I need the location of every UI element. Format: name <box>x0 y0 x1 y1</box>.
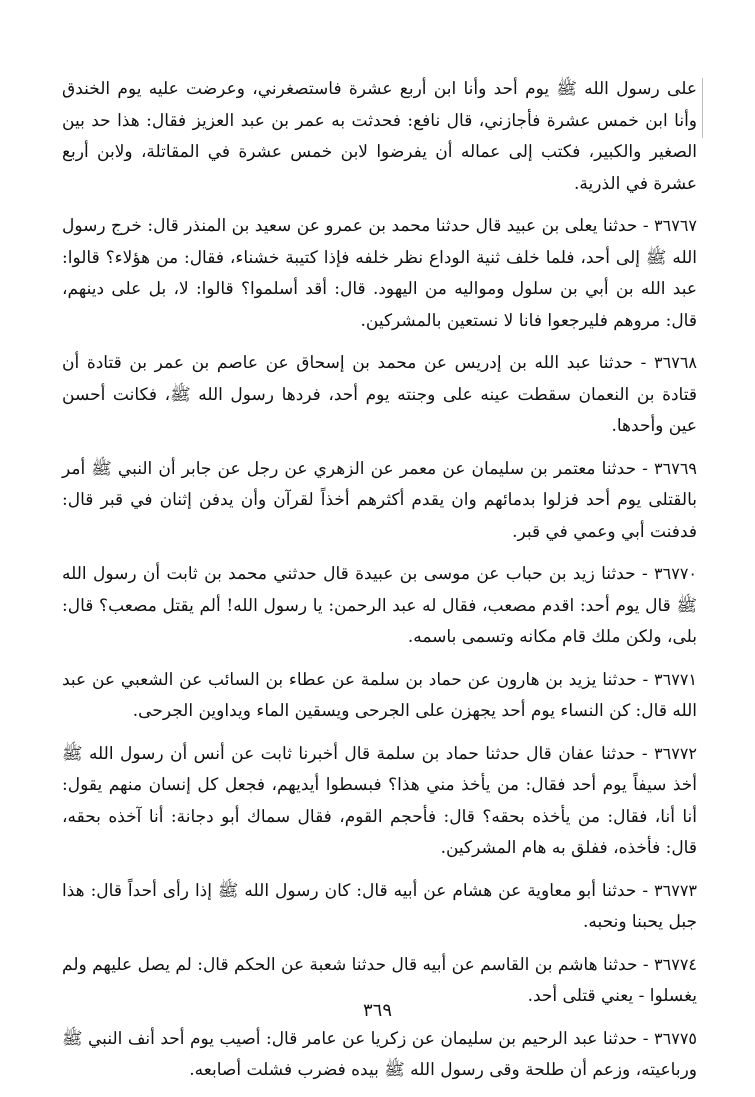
hadith-36770 <box>62 558 697 654</box>
hadith-number: ٣٦٧٧١ <box>654 669 698 689</box>
hadith-number: ٣٦٧٦٧ <box>654 216 698 235</box>
paragraph-text: - حدثنا عفان قال حدثنا حماد بن سلمة قال أخبرنا ثابت عن أنس أن رسول الله ﷺ أخذ سيفاً يوم أحد فقال: من يأخذ مني هذا؟ فبسطوا أيديهم، فجعل كل إنسان منهم يقول: أنا أنا، فقال: من يأخذه بحقه؟ قال: فأحجم القوم، فقال سماك أبو دجانة: أنا آخذه بحقه، قال: فأخذه، ففلق به هام المشركين. <box>62 743 697 858</box>
paragraph-text: - حدثنا يزيد بن هارون عن حماد بن سلمة عن عطاء بن السائب عن الشعبي عن عبد الله قال: كن النساء يوم أحد يجهزن على الجرحى ويسقين الماء ويداوين الجرحى. <box>62 669 697 721</box>
hadith-number: ٣٦٧٧٠ <box>654 564 697 583</box>
hadith-36773 <box>62 875 697 939</box>
hadith-36769 <box>62 453 697 549</box>
hadith-number: ٣٦٧٦٩ <box>654 458 697 478</box>
hadith-36772 <box>62 738 697 865</box>
hadith-number: ٣٦٧٧٢ <box>654 743 697 763</box>
hadith-36767 <box>62 210 697 337</box>
margin-mark <box>702 78 703 138</box>
hadith-36775 <box>62 1023 697 1087</box>
paragraph-text: - حدثنا يعلى بن عبيد قال حدثنا محمد بن عمرو عن سعيد بن المنذر قال: خرج رسول الله ﷺ إلى أحد، فلما خلف ثنية الوداع نظر خلفه فإذا كتيبة خشناء، فقال: من هؤلاء؟ قالوا: عبد الله بن أبي بن سلول ومواليه من اليهود. قال: أقد أسلموا؟ قالوا: لا، بل على دينهم، قال: مروهم فليرجعوا فانا لا نستعين بالمشركين. <box>62 216 697 331</box>
hadith-number: ٣٦٧٦٨ <box>654 353 697 372</box>
paragraph-text: - حدثنا معتمر بن سليمان عن معمر عن الزهري عن رجل عن جابر أن النبي ﷺ أمر بالقتلى يوم أحد فزلوا بدمائهم وان يقدم أكثرهم أخذاً لقرآن وأن يدفن إثنان في قبر قال: فدفنت أبي وعمي في قبر. <box>62 458 697 542</box>
document-body <box>62 74 697 1097</box>
hadith-number: ٣٦٧٧٣ <box>654 880 698 900</box>
paragraph-text: - حدثنا هاشم بن القاسم عن أبيه قال حدثنا شعبة عن الحكم قال: لم يصل عليهم ولم يغسلوا - يعني قتلى أحد. <box>62 954 697 1006</box>
paragraph-text: - حدثنا عبد الرحيم بن سليمان عن زكريا عن عامر قال: أصيب يوم أحد أنف النبي ﷺ ورباعيته، وزعم أن طلحة وقى رسول الله ﷺ بيده فضرب فشلت أصابعه. <box>62 1028 697 1080</box>
paragraph-text: - حدثنا أبو معاوية عن هشام عن أبيه قال: كان رسول الله ﷺ إذا رأى أحداً قال: هذا جبل يحبنا ونحبه. <box>62 880 697 932</box>
paragraph-text: على رسول الله ﷺ يوم أحد وأنا ابن أربع عشرة فاستصغرني، وعرضت عليه يوم الخندق وأنا ابن خمس عشرة فأجازني، قال نافع: فحدثت به عمر بن عبد العزيز فقال: هذا حد بين الصغير والكبير، فكتب إلى عماله أن يفرضوا لابن خمس عشرة في المقاتلة، ولابن أربع عشرة في الذرية. <box>62 79 697 194</box>
hadith-36768 <box>62 347 697 443</box>
hadith-36771 <box>62 664 697 728</box>
paragraph-text: - حدثنا زيد بن حباب عن موسى بن عبيدة قال حدثني محمد بن ثابت أن رسول الله ﷺ قال يوم أحد: اقدم مصعب، فقال له عبد الرحمن: يا رسول الله! ألم يقتل مصعب؟ قال: بلى، ولكن ملك قام مكانه وتسمى باسمه. <box>62 564 697 647</box>
paragraph-text: - حدثنا عبد الله بن إدريس عن محمد بن إسحاق عن عاصم بن عمر بن قتادة أن قتادة بن النعمان سقطت عينه على وجنته يوم أحد، فردها رسول الله ﷺ، فكانت أحسن عين وأحدها. <box>62 353 697 436</box>
paragraph-continuation <box>62 74 697 200</box>
page-number: ٣٦٩ <box>362 1000 392 1021</box>
hadith-number: ٣٦٧٧٤ <box>654 954 698 974</box>
hadith-number: ٣٦٧٧٥ <box>654 1028 697 1048</box>
